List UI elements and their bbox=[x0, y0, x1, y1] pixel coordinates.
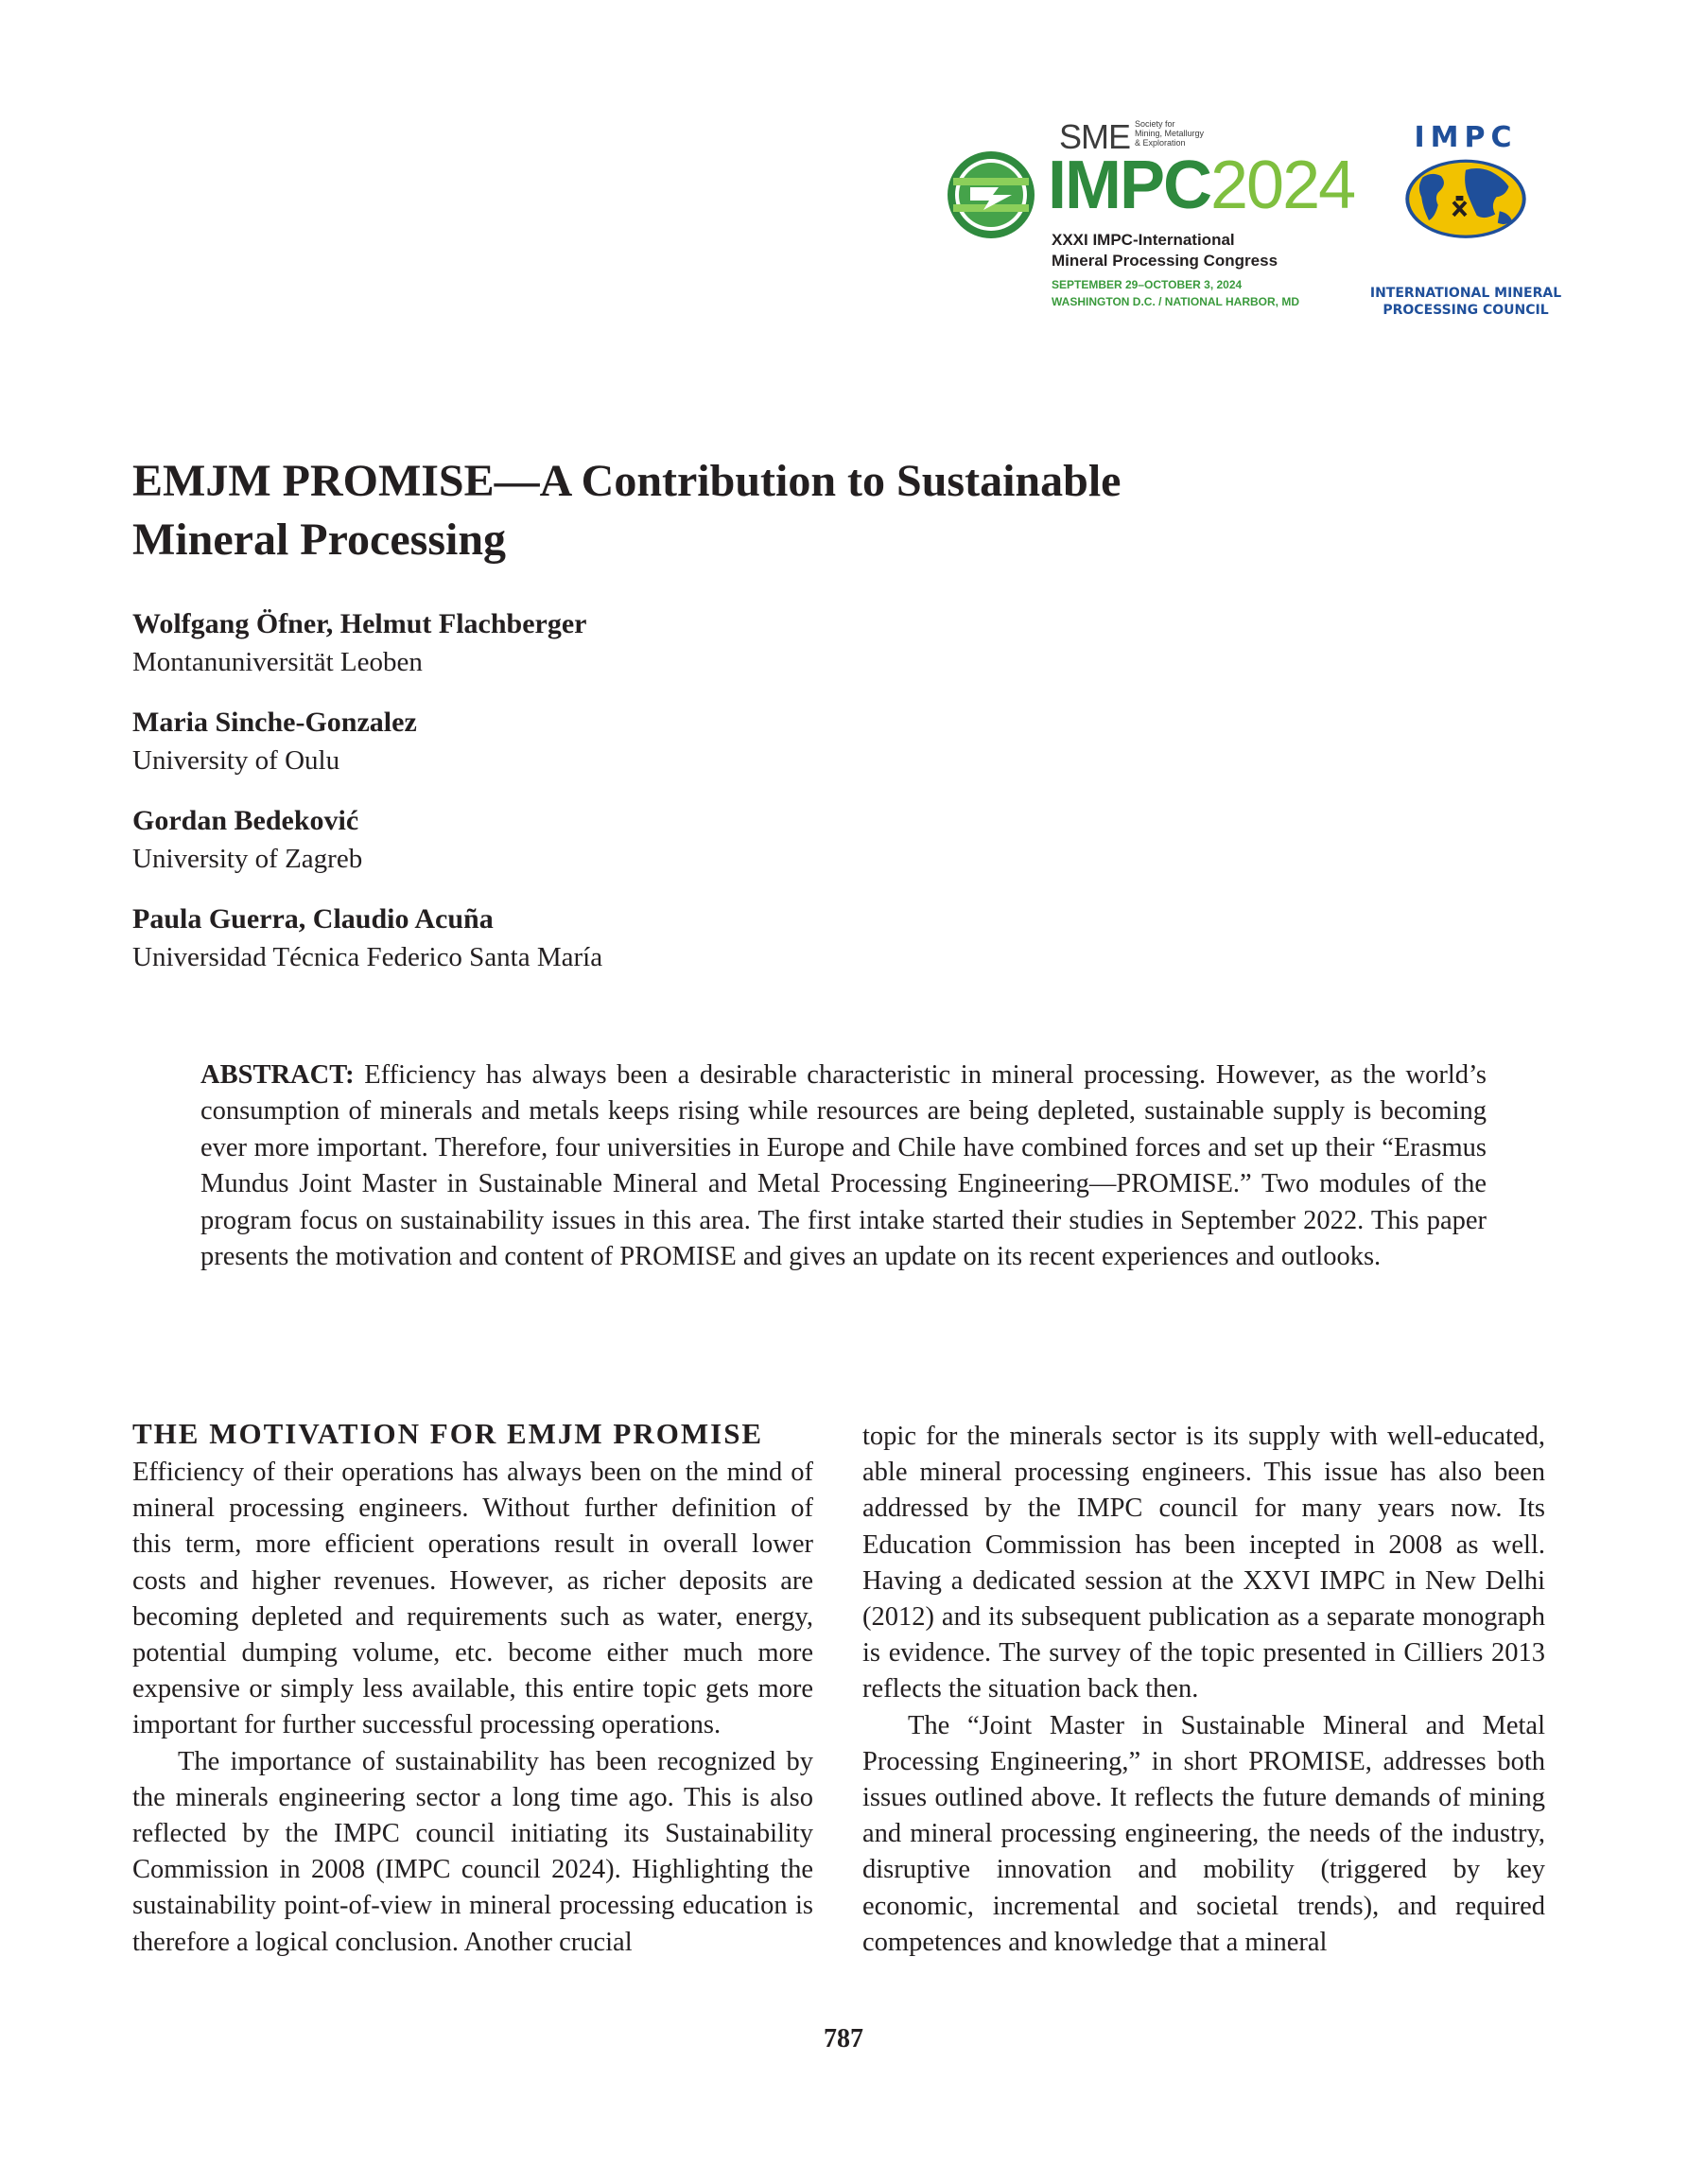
author-affiliation: Universidad Técnica Federico Santa María bbox=[132, 942, 603, 972]
congress-location: WASHINGTON D.C. / NATIONAL HARBOR, MD bbox=[1052, 295, 1299, 308]
author-names: Gordan Bedeković bbox=[132, 805, 359, 836]
body-paragraph: The “Joint Master in Sustainable Mineral and Metal Processing Engineering,” in short PROMISE, addresses both issues outlined above. It reflects the future demands of mining and mineral processing engineering, the needs of the industry, disruptive innovation and mobility (triggered by key economic, incremental and societal trends), and required competences and knowledge that a mineral bbox=[862, 1710, 1545, 1957]
author-group-2 bbox=[132, 704, 1078, 779]
author-names: Wolfgang Öfner, Helmut Flachberger bbox=[132, 608, 587, 639]
paper-title bbox=[132, 452, 1267, 569]
sme-tagline: Society for Mining, Metallurgy & Exploration bbox=[1135, 119, 1205, 148]
impc2024-congress-logo bbox=[946, 112, 1355, 322]
impc-council-logo bbox=[1362, 121, 1570, 329]
abstract-text: Efficiency has always been a desirable characteristic in mineral processing. However, as the world’s consumption of minerals and metals keeps rising while resources are being depleted, sustainable supply is becoming ever more important. Therefore, four universities in Europe and Chile have combined forces and set up their “Erasmus Mundus Joint Master in Sustainable Mineral and Metal Processing Engineering—PROMISE.” Two modules of the program focus on sustainability issues in this area. The first intake started their studies in September 2022. This paper presents the motivation and content of PROMISE and gives an update on its recent experiences and outlooks. bbox=[200, 1060, 1487, 1272]
globe-icon bbox=[1371, 159, 1560, 282]
section-heading: THE MOTIVATION FOR EMJM PROMISE bbox=[132, 1417, 764, 1450]
impc-lightning-emblem-icon bbox=[946, 149, 1036, 240]
paper-title-line-1: EMJM PROMISE—A Contribution to Sustainable bbox=[132, 456, 1122, 506]
congress-name-line-1: XXXI IMPC-International bbox=[1052, 231, 1235, 249]
impc2024-title: IMPC2024 bbox=[1048, 148, 1355, 223]
council-acronym: IMPC bbox=[1414, 121, 1518, 154]
author-affiliation: Montanuniversität Leoben bbox=[132, 647, 423, 677]
congress-name-line-2: Mineral Processing Congress bbox=[1052, 252, 1278, 270]
congress-dates: SEPTEMBER 29–OCTOBER 3, 2024 bbox=[1052, 278, 1243, 291]
council-name-line-1: INTERNATIONAL MINERAL bbox=[1369, 286, 1562, 301]
page-number: 787 bbox=[824, 2024, 863, 2053]
body-column-right bbox=[862, 1419, 1545, 1961]
paper-title-line-2: Mineral Processing bbox=[132, 515, 507, 565]
sme-wordmark: SME bbox=[1059, 117, 1131, 156]
author-names: Paula Guerra, Claudio Acuña bbox=[132, 903, 494, 935]
abstract bbox=[200, 1057, 1487, 1275]
author-group-3 bbox=[132, 802, 1078, 878]
body-column-left bbox=[132, 1455, 813, 1961]
author-names: Maria Sinche-Gonzalez bbox=[132, 707, 417, 738]
abstract-label: ABSTRACT: bbox=[200, 1060, 355, 1090]
author-group-4 bbox=[132, 900, 1078, 976]
council-name-line-2: PROCESSING COUNCIL bbox=[1383, 303, 1549, 318]
author-affiliation: University of Zagreb bbox=[132, 844, 363, 874]
author-group-1 bbox=[132, 605, 1078, 681]
body-paragraph: topic for the minerals sector is its supply with well-educated, able mineral processing engineers. This issue has also been addressed by the IMPC council for many years now. Its Education Commission has been incepted in 2008 as well. Having a dedicated session at the XXVI IMPC in New Delhi (2012) and its subsequent publication as a separate monograph is evidence. The survey of the topic presented in Cilliers 2013 reflects the situation back then. bbox=[862, 1422, 1545, 1704]
body-paragraph: Efficiency of their operations has always been on the mind of mineral processing engineers. Without further definition of this term, more efficient operations result in overall lower costs and higher revenues. However, as richer deposits are becoming depleted and requirements such as water, energy, potential dumping volume, etc. become either much more expensive or simply less available, this entire topic gets more important for further successful processing operations. bbox=[132, 1458, 813, 1740]
body-paragraph: The importance of sustainability has been recognized by the minerals engineering sector a long time ago. This is also reflected by the IMPC council initiating its Sustainability Commission in 2008 (IMPC council 2024). Highlighting the sustainability point-of-view in mineral processing education is therefore a logical conclusion. Another crucial bbox=[132, 1746, 813, 1957]
author-affiliation: University of Oulu bbox=[132, 745, 340, 776]
